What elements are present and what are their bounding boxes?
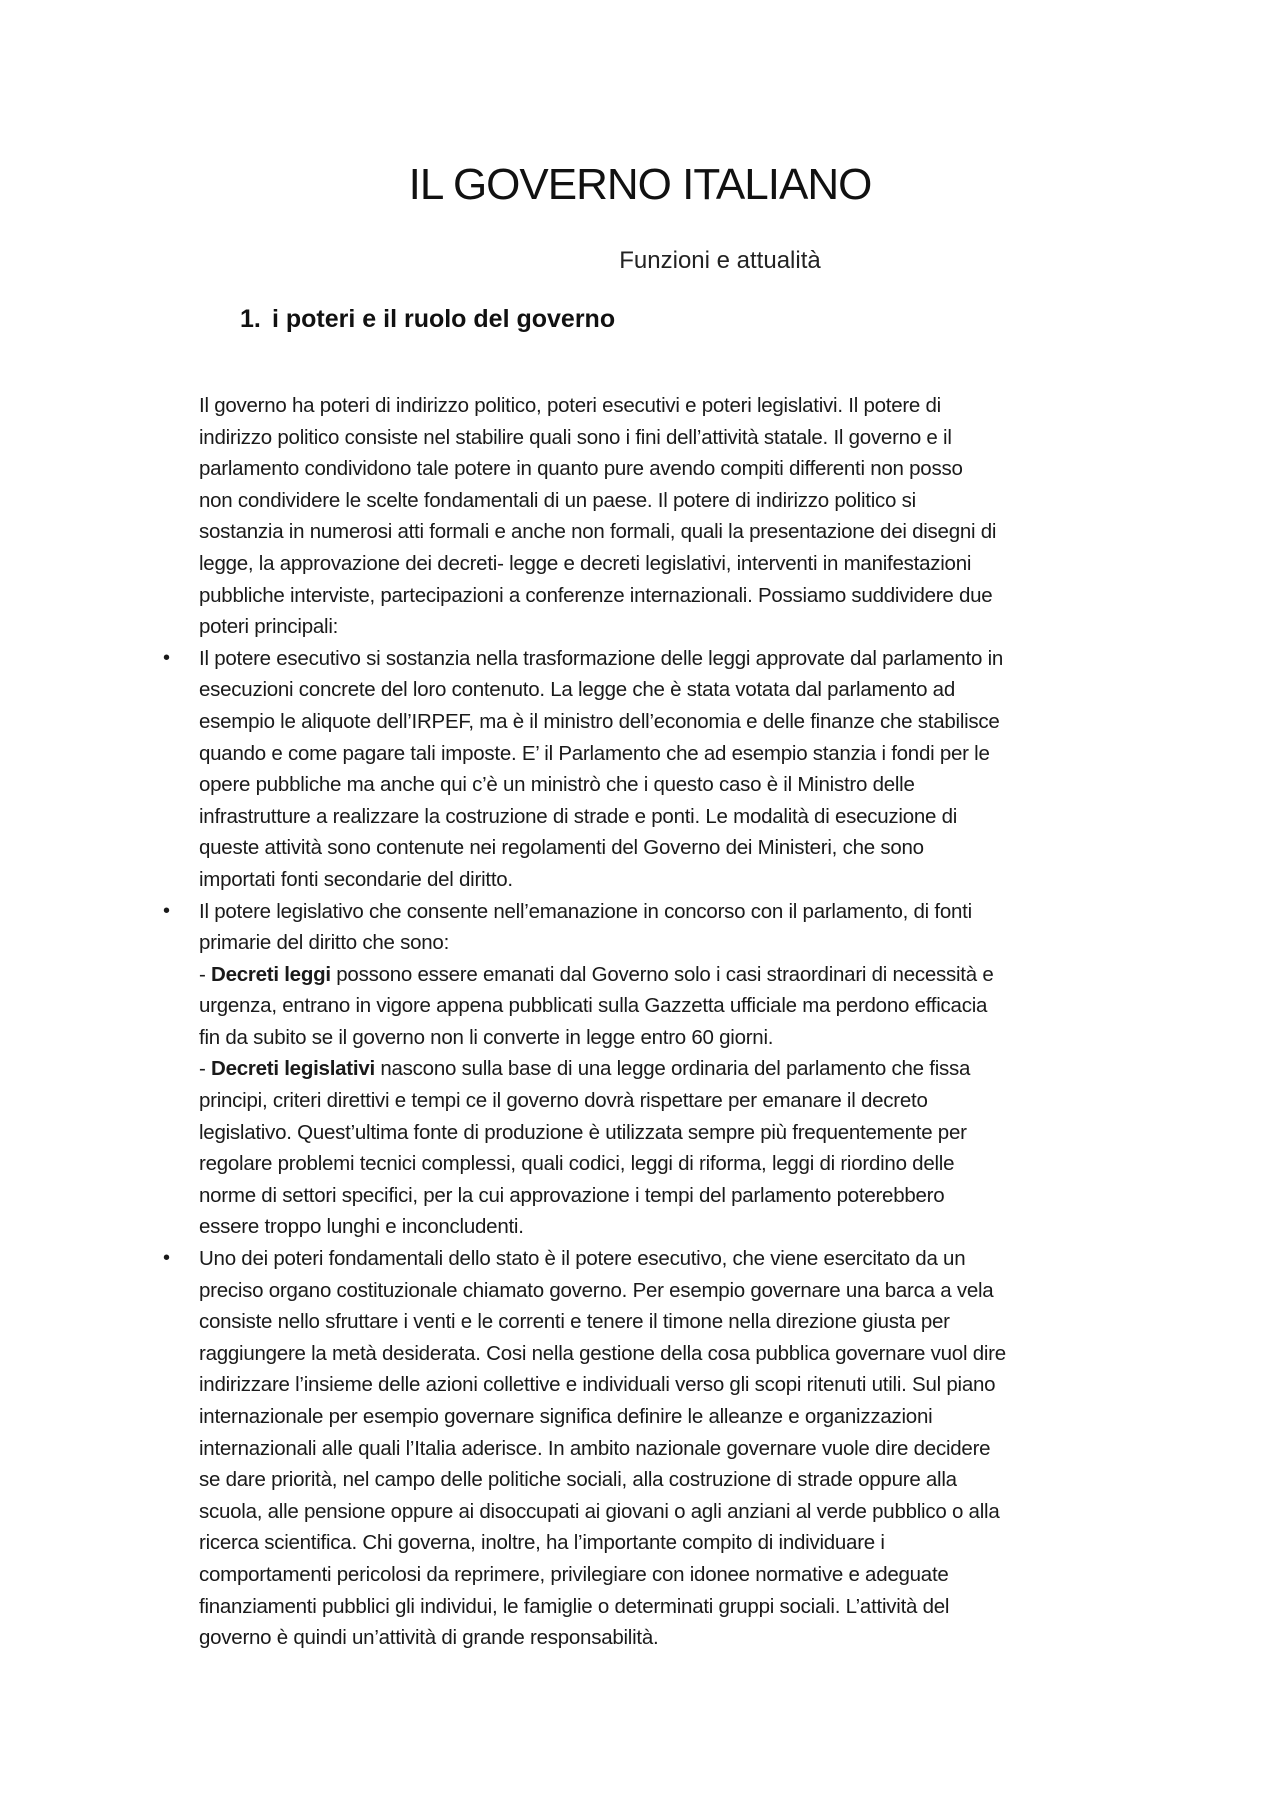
line-text: norme di settori specifici, per la cui approvazione i tempi del parlamento poterebbero bbox=[199, 1183, 945, 1207]
text-line bbox=[199, 1338, 1169, 1370]
line-text: comportamenti pericolosi da reprimere, privilegiare con idonee normative e adeguate bbox=[199, 1562, 949, 1586]
line-text: consiste nello sfruttare i venti e le correnti e tenere il timone nella direzione giusta per bbox=[199, 1310, 950, 1334]
line-text: indirizzare l’insieme delle azioni collettive e individuali verso gli scopi ritenuti utili. Sul piano bbox=[199, 1373, 996, 1397]
line-text: Il potere esecutivo si sostanzia nella trasformazione delle leggi approvate dal parlamento in bbox=[199, 646, 1004, 670]
text-line bbox=[199, 738, 1169, 770]
line-text: internazionale per esempio governare significa definire le alleanze e organizzazioni bbox=[199, 1405, 933, 1428]
bold-term: Decreti leggi bbox=[211, 962, 331, 986]
line-text: esempio le aliquote dell’IRPEF, ma è il ministro dell’economia e delle finanze che stabilisce bbox=[199, 709, 1000, 733]
line-text: possono essere emanati dal Governo solo i casi straordinari di necessità e bbox=[330, 962, 994, 986]
section-number: 1. bbox=[240, 305, 261, 333]
text-line bbox=[199, 453, 1169, 485]
line-text: Il governo ha poteri di indirizzo politico, poteri esecutivi e poteri legislativi. Il potere di bbox=[199, 394, 941, 417]
text-line bbox=[199, 832, 1169, 864]
text-line bbox=[199, 801, 1169, 833]
text-line bbox=[199, 1433, 1169, 1465]
line-text: parlamento condividono tale potere in quanto pure avendo compiti differenti non posso bbox=[199, 457, 963, 481]
text-line bbox=[199, 1559, 1169, 1591]
section-heading bbox=[240, 305, 615, 334]
line-text: principi, criteri direttivi e tempi ce il governo dovrà rispettare per emanare il decreto bbox=[199, 1089, 928, 1113]
line-text: pubbliche interviste, partecipazioni a conferenze internazionali. Possiamo suddividere due bbox=[199, 583, 993, 607]
text-line bbox=[199, 516, 1169, 548]
document-body bbox=[163, 390, 1169, 1654]
text-line bbox=[199, 1622, 1169, 1654]
line-text: esecuzioni concrete del loro contenuto. La legge che è stata votata dal parlamento ad bbox=[199, 678, 955, 702]
section-title: i poteri e il ruolo del governo bbox=[272, 305, 616, 333]
text-line bbox=[199, 1117, 1169, 1149]
bullet-item-line bbox=[163, 1243, 1169, 1275]
line-text: raggiungere la metà desiderata. Cosi nella gestione della cosa pubblica governare vuol dire bbox=[199, 1341, 1006, 1365]
line-text: infrastrutture a realizzare la costruzione di strade e ponti. Le modalità di esecuzione di bbox=[199, 804, 958, 828]
text-line bbox=[199, 1464, 1169, 1496]
text-line bbox=[199, 1591, 1169, 1623]
line-text: Il potere legislativo che consente nell’emanazione in concorso con il parlamento, di fonti bbox=[199, 899, 972, 923]
line-text: ricerca scientifica. Chi governa, inoltre, ha l’importante compito di individuare i bbox=[199, 1531, 885, 1555]
line-text: scuola, alle pensione oppure ai disoccupati ai giovani o agli anziani al verde pubblico o alla bbox=[199, 1499, 1000, 1523]
bullet-icon: • bbox=[163, 1247, 170, 1270]
document-title: IL GOVERNO ITALIANO bbox=[408, 160, 872, 209]
document-subtitle bbox=[0, 247, 1280, 275]
text-line bbox=[199, 1022, 1169, 1054]
line-text: quando e come pagare tali imposte. E’ il Parlamento che ad esempio stanzia i fondi per le bbox=[199, 741, 990, 765]
text-line bbox=[199, 706, 1169, 738]
line-text: queste attività sono contenute nei regolamenti del Governo dei Ministeri, che sono bbox=[199, 836, 924, 860]
bold-term: Decreti legislativi bbox=[211, 1057, 375, 1081]
line-text: se dare priorità, nel campo delle politiche sociali, alla costruzione di strade oppure alla bbox=[199, 1468, 957, 1492]
text-line bbox=[199, 1211, 1169, 1243]
subtitle-text: Funzioni e attualità bbox=[619, 247, 821, 274]
text-line bbox=[199, 1306, 1169, 1338]
line-text: essere troppo lunghi e inconcludenti. bbox=[199, 1215, 524, 1239]
line-text: fin da subito se il governo non li converte in legge entro 60 giorni. bbox=[199, 1025, 774, 1049]
text-line bbox=[199, 548, 1169, 580]
text-line bbox=[199, 990, 1169, 1022]
line-text: governo è quindi un’attività di grande responsabilità. bbox=[199, 1626, 659, 1650]
text-line bbox=[199, 959, 1169, 991]
text-line bbox=[199, 1148, 1169, 1180]
line-text: urgenza, entrano in vigore appena pubblicati sulla Gazzetta ufficiale ma perdono efficacia bbox=[199, 994, 988, 1018]
line-text: - bbox=[199, 962, 212, 986]
bullet-icon: • bbox=[163, 646, 170, 669]
line-text: internazionali alle quali l’Italia aderisce. In ambito nazionale governare vuole dire decidere bbox=[199, 1436, 991, 1460]
text-line bbox=[199, 390, 1169, 422]
text-line bbox=[199, 1401, 1169, 1433]
bullet-icon: • bbox=[163, 899, 170, 922]
line-text: nascono sulla base di una legge ordinaria del parlamento che fissa bbox=[374, 1057, 971, 1081]
bullet-item-line bbox=[163, 643, 1169, 675]
bullet-item-line bbox=[163, 896, 1169, 928]
line-text: importati fonti secondarie del diritto. bbox=[199, 867, 513, 891]
text-line bbox=[199, 422, 1169, 454]
text-line bbox=[199, 1527, 1169, 1559]
line-text: finanziamenti pubblici gli individui, le famiglie o determinati gruppi sociali. L’attività del bbox=[199, 1594, 950, 1618]
text-line bbox=[199, 927, 1169, 959]
line-text: Uno dei poteri fondamentali dello stato è il potere esecutivo, che viene esercitato da un bbox=[199, 1247, 966, 1271]
text-line bbox=[199, 674, 1169, 706]
line-text: legislativo. Quest’ultima fonte di produzione è utilizzata sempre più frequentemente per bbox=[199, 1120, 967, 1144]
text-line bbox=[199, 1085, 1169, 1117]
text-line bbox=[199, 769, 1169, 801]
text-line bbox=[199, 1369, 1169, 1401]
text-line bbox=[199, 580, 1169, 612]
line-text: indirizzo politico consiste nel stabilire quali sono i fini dell’attività statale. Il governo e il bbox=[199, 425, 952, 449]
text-line bbox=[199, 485, 1169, 517]
line-text: legge, la approvazione dei decreti- legge e decreti legislativi, interventi in manifestazioni bbox=[199, 551, 972, 575]
line-text: preciso organo costituzionale chiamato governo. Per esempio governare una barca a vela bbox=[199, 1278, 994, 1302]
text-line bbox=[199, 1180, 1169, 1212]
line-text: non condividere le scelte fondamentali di un paese. Il potere di indirizzo politico si bbox=[199, 488, 916, 512]
line-text: - bbox=[199, 1057, 212, 1081]
line-text: regolare problemi tecnici complessi, quali codici, leggi di riforma, leggi di riordino delle bbox=[199, 1152, 955, 1176]
text-line bbox=[199, 1275, 1169, 1307]
text-line bbox=[199, 611, 1169, 643]
line-text: poteri principali: bbox=[199, 615, 339, 639]
line-text: sostanzia in numerosi atti formali e anche non formali, quali la presentazione dei disegni di bbox=[199, 520, 997, 544]
text-line bbox=[199, 864, 1169, 896]
text-line bbox=[199, 1053, 1169, 1085]
line-text: opere pubbliche ma anche qui c’è un ministrò che i questo caso è il Ministro delle bbox=[199, 773, 915, 797]
text-line bbox=[199, 1496, 1169, 1528]
line-text: primarie del diritto che sono: bbox=[199, 931, 450, 955]
